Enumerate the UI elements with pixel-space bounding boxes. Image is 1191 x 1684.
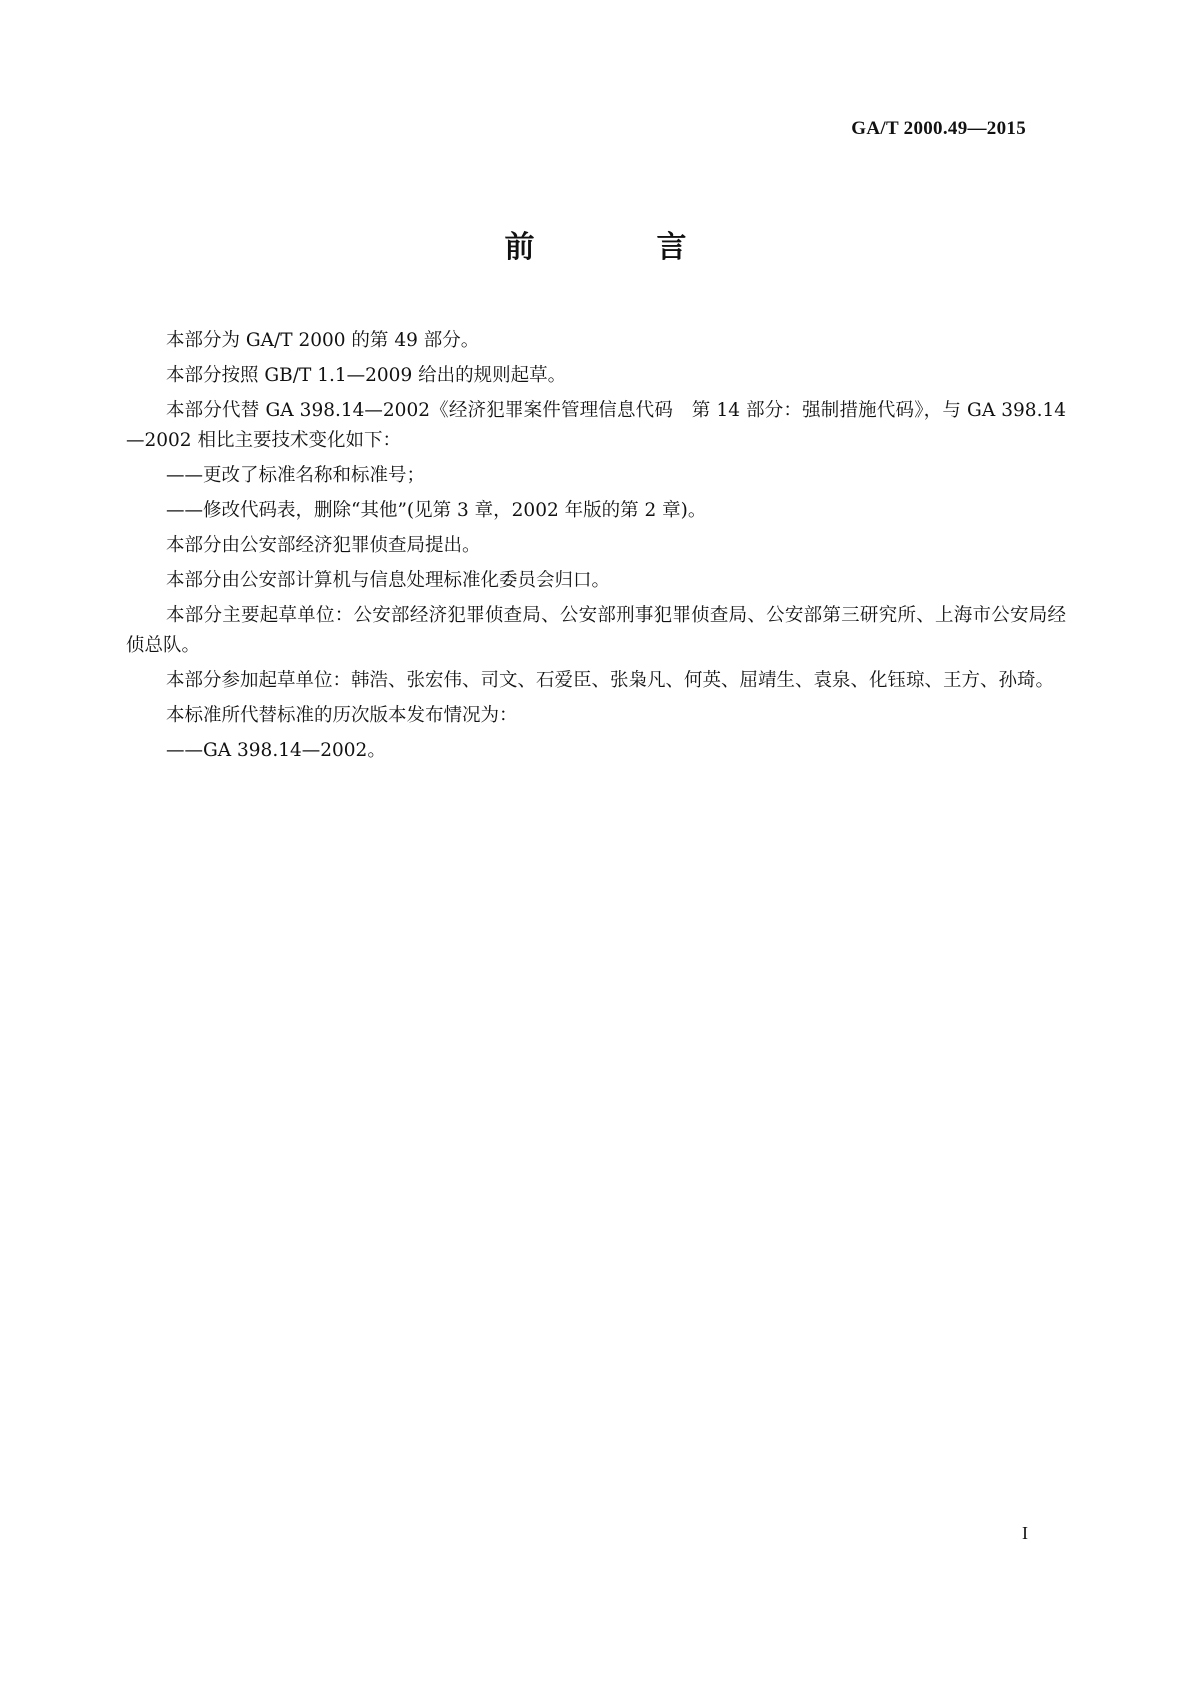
- foreword-body: [126, 326, 1066, 771]
- document-code: GA/T 2000.49—2015: [851, 118, 1026, 139]
- paragraph-centralized-by: 本部分由公安部计算机与信息处理标准化委员会归口。: [166, 570, 611, 591]
- paragraph-main-drafting-units: 本部分主要起草单位：公安部经济犯罪侦查局、公安部刑事犯罪侦查局、公安部第三研究所、上海市公安局经侦总队。: [126, 605, 1066, 656]
- paragraph-change-2: ——修改代码表，删除“其他”(见第 3 章，2002 年版的第 2 章)。: [166, 500, 707, 521]
- page-title: 前 言: [504, 230, 733, 265]
- paragraph-history-item: ——GA 398.14—2002。: [166, 740, 386, 761]
- paragraph-change-1: ——更改了标准名称和标准号；: [166, 465, 426, 486]
- paragraph-drafting-rules: 本部分按照 GB/T 1.1—2009 给出的规则起草。: [166, 365, 567, 386]
- paragraph-history-intro: 本标准所代替标准的历次版本发布情况为：: [166, 705, 518, 726]
- paragraph-drafters: 本部分参加起草单位：韩浩、张宏伟、司文、石爱臣、张枭凡、何英、屈靖生、袁泉、化钰琼、王方、孙琦。: [166, 670, 1055, 691]
- page-number: I: [1022, 1523, 1028, 1543]
- paragraph-proposed-by: 本部分由公安部经济犯罪侦查局提出。: [166, 535, 481, 556]
- paragraph-part-number: 本部分为 GA/T 2000 的第 49 部分。: [166, 330, 480, 351]
- paragraph-replaces: 本部分代替 GA 398.14—2002《经济犯罪案件管理信息代码 第 14 部分：强制措施代码》，与 GA 398.14—2002 相比主要技术变化如下：: [126, 400, 1066, 451]
